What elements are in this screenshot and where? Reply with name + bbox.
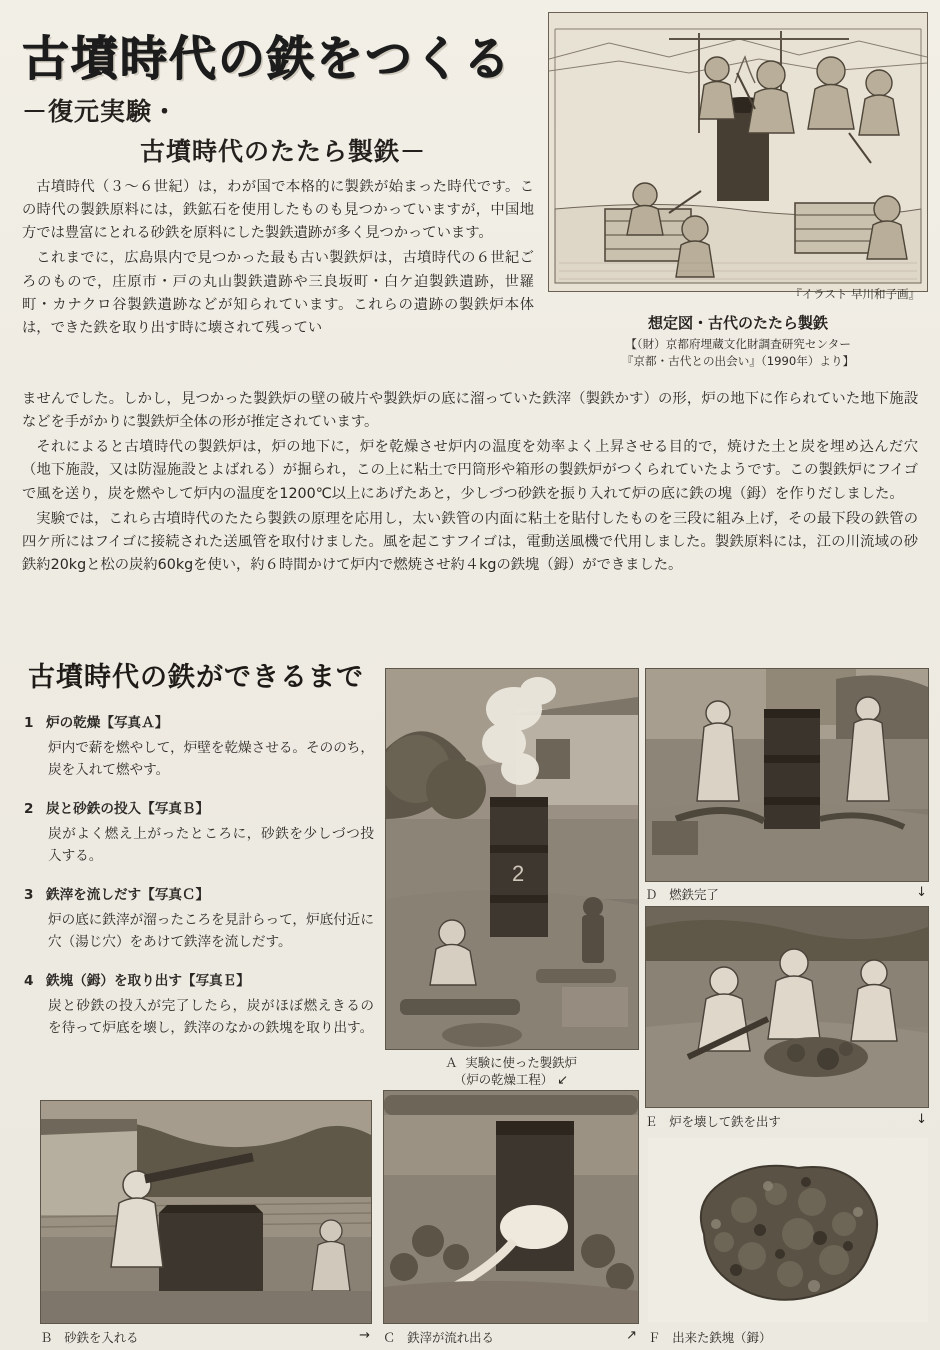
photo-c-label: Ｃ <box>383 1330 396 1345</box>
photo-a-caption <box>385 1054 637 1091</box>
photo-b-adding-iron-sand <box>40 1100 372 1324</box>
step-label: 鉄塊（鉧）を取り出す【写真Ｅ】 <box>46 973 250 990</box>
body-paragraph-4: それによると古墳時代の製鉄炉は，炉の地下に，炉を乾燥させ炉内の温度を効率よく上昇させる目的で，焼けた土と炭を埋め込んだ穴（地下施設，又は防湿施設とよばれる）が掘られ，この上に粘土で円筒形や箱形の製鉄炉がつくられていたようです。この製鉄炉にフイゴで風を送り，炭を燃やして炉内の温度を1200℃以上にあげたあと，少しづつ砂鉄を振り入れて炉の底に鉄の塊（鉧）を作りだしました。 <box>22 439 918 502</box>
section-heading: 古墳時代の鉄ができるまで <box>28 662 364 693</box>
body-paragraph-3: ませんでした。しかし，見つかった製鉄炉の壁の破片や製鉄炉の底に溜っていた鉄滓（製鉄かす）の形，炉の地下に作られていた地下施設などを手がかりに製鉄炉全体の形が推定されています。 <box>22 391 918 431</box>
photo-e-caption <box>645 1112 927 1130</box>
photo-f-caption-text: 出来た鉄塊（鉧） <box>672 1330 772 1345</box>
step-label: 鉄滓を流しだす【写真Ｃ】 <box>46 887 210 904</box>
step-label: 炭と砂鉄の投入【写真Ｂ】 <box>46 801 210 818</box>
subtitle-line-2: 古墳時代のたたら製鉄－ <box>140 137 427 166</box>
subtitle-line-1: －復元実験・ <box>22 97 179 126</box>
photo-e-arrow-icon: ↓ <box>916 1112 927 1127</box>
photo-a-furnace-drying <box>385 668 639 1050</box>
step-number: 2 <box>24 801 34 818</box>
photo-b-image <box>41 1101 371 1323</box>
step-title <box>24 970 374 992</box>
step-number: 1 <box>24 715 34 731</box>
photo-e-label: Ｅ <box>645 1114 658 1129</box>
step-body: 炭と砂鉄の投入が完了したら，炭がほぼ燃えきるのを待って炉底を壊し，鉄滓のなかの鉄塊を取り出す。 <box>48 998 374 1037</box>
step-body: 炉内で薪を燃やして，炉壁を乾燥させる。そののち，炭を入れて燃やす。 <box>48 740 374 779</box>
intro-paragraph-2: これまでに，広島県内で見つかった最も古い製鉄炉は，古墳時代の６世紀ごろのもので，庄原市・戸の丸山製鉄遺跡や三良坂町・白ケ迫製鉄遺跡，世羅町・カナクロ谷製鉄遺跡などが知られています。これらの遺跡の製鉄炉本体は，できた鉄を取り出す時に壊されて残ってい <box>22 250 534 336</box>
page-title: 古墳時代の鉄をつくる <box>22 32 512 87</box>
illustration-credit: 『イラスト 早川和子画』 <box>790 287 920 301</box>
list-item <box>24 970 374 1039</box>
step-number: 3 <box>24 887 34 904</box>
photo-a-image <box>386 669 638 1049</box>
photo-f-label: Ｆ <box>648 1330 661 1345</box>
photo-d-burning-complete <box>645 668 929 882</box>
body-paragraph-5: 実験では，これら古墳時代のたたら製鉄の原理を応用し，太い鉄管の内面に粘土を貼付したものを三段に組み上げ，その最下段の鉄管の四ケ所にはフイゴに接続された送風管を取付けました。風を起こすフイゴは，電動送風機で代用しました。製鉄原料には，江の川流域の砂鉄約20kgと松の炭約60kgを使い，約６時間かけて炉内で燃焼させ約４kgの鉄塊（鉧）ができました。 <box>22 510 918 574</box>
step-title <box>24 884 374 906</box>
photo-c-caption-text: 鉄滓が流れ出る <box>407 1330 494 1345</box>
intro-column <box>22 176 534 342</box>
photo-c-arrow-icon: ↗ <box>626 1328 637 1343</box>
illustration-drawing <box>549 13 927 291</box>
step-title <box>24 712 374 734</box>
photo-a-caption-line-1: 実験に使った製鉄炉 <box>465 1055 577 1070</box>
illustration-source-line-2: 『京都・古代との出会い』（1990年）より】 <box>621 353 855 368</box>
photo-a-caption-line-2: （炉の乾燥工程） <box>454 1072 554 1088</box>
body-full-width <box>22 388 918 579</box>
photo-e-breaking-furnace <box>645 906 929 1108</box>
step-body: 炉の底に鉄滓が溜ったころを見計らって，炉底付近に穴（湯じ穴）をあけて鉄滓を流しだす。 <box>48 912 374 951</box>
photo-b-label: Ｂ <box>40 1330 53 1345</box>
photo-f-iron-bloom <box>648 1138 928 1322</box>
photo-b-arrow-icon: → <box>359 1328 370 1343</box>
photo-c-caption <box>383 1328 637 1346</box>
illustration-source <box>548 336 928 370</box>
step-number: 4 <box>24 973 34 990</box>
photo-a-label: Ａ <box>445 1055 458 1070</box>
illustration-caption: 想定図・古代のたたら製鉄 <box>647 314 828 332</box>
step-body: 炭がよく燃え上がったところに，砂鉄を少しづつ投入する。 <box>48 826 374 865</box>
photo-b-caption-text: 砂鉄を入れる <box>64 1330 139 1345</box>
photo-a-arrow-icon: ↙ <box>557 1073 568 1089</box>
photo-b-caption <box>40 1328 370 1346</box>
step-label: 炉の乾燥【写真Ａ】 <box>46 715 169 731</box>
photo-d-label: Ｄ <box>645 887 658 902</box>
photo-d-image <box>646 669 928 881</box>
list-item <box>24 884 374 953</box>
list-item <box>24 712 374 781</box>
steps-list <box>24 712 374 1056</box>
step-title <box>24 798 374 820</box>
list-item <box>24 798 374 867</box>
photo-d-arrow-icon: ↓ <box>916 885 927 900</box>
photo-e-image <box>646 907 928 1107</box>
photo-c-slag-flowing <box>383 1090 639 1324</box>
photo-c-image <box>384 1091 638 1323</box>
intro-paragraph-1: 古墳時代（３～６世紀）は，わが国で本格的に製鉄が始まった時代です。この時代の製鉄原料には，鉄鉱石を使用したものも見つかっていますが，中国地方では豊富にとれる砂鉄を原料にした製鉄遺跡が多く見つかっています。 <box>22 179 534 242</box>
photo-f-image <box>648 1138 928 1322</box>
svg-text:2: 2 <box>512 861 525 886</box>
illustration-tatara-ironmaking <box>548 12 928 292</box>
photo-f-caption <box>648 1328 928 1346</box>
photo-d-caption <box>645 885 927 903</box>
photo-e-caption-text: 炉を壊して鉄を出す <box>669 1114 781 1129</box>
photo-d-caption-text: 燃鉄完了 <box>669 887 719 902</box>
illustration-source-line-1: 【（財）京都府埋蔵文化財調査研究センター <box>625 337 851 351</box>
